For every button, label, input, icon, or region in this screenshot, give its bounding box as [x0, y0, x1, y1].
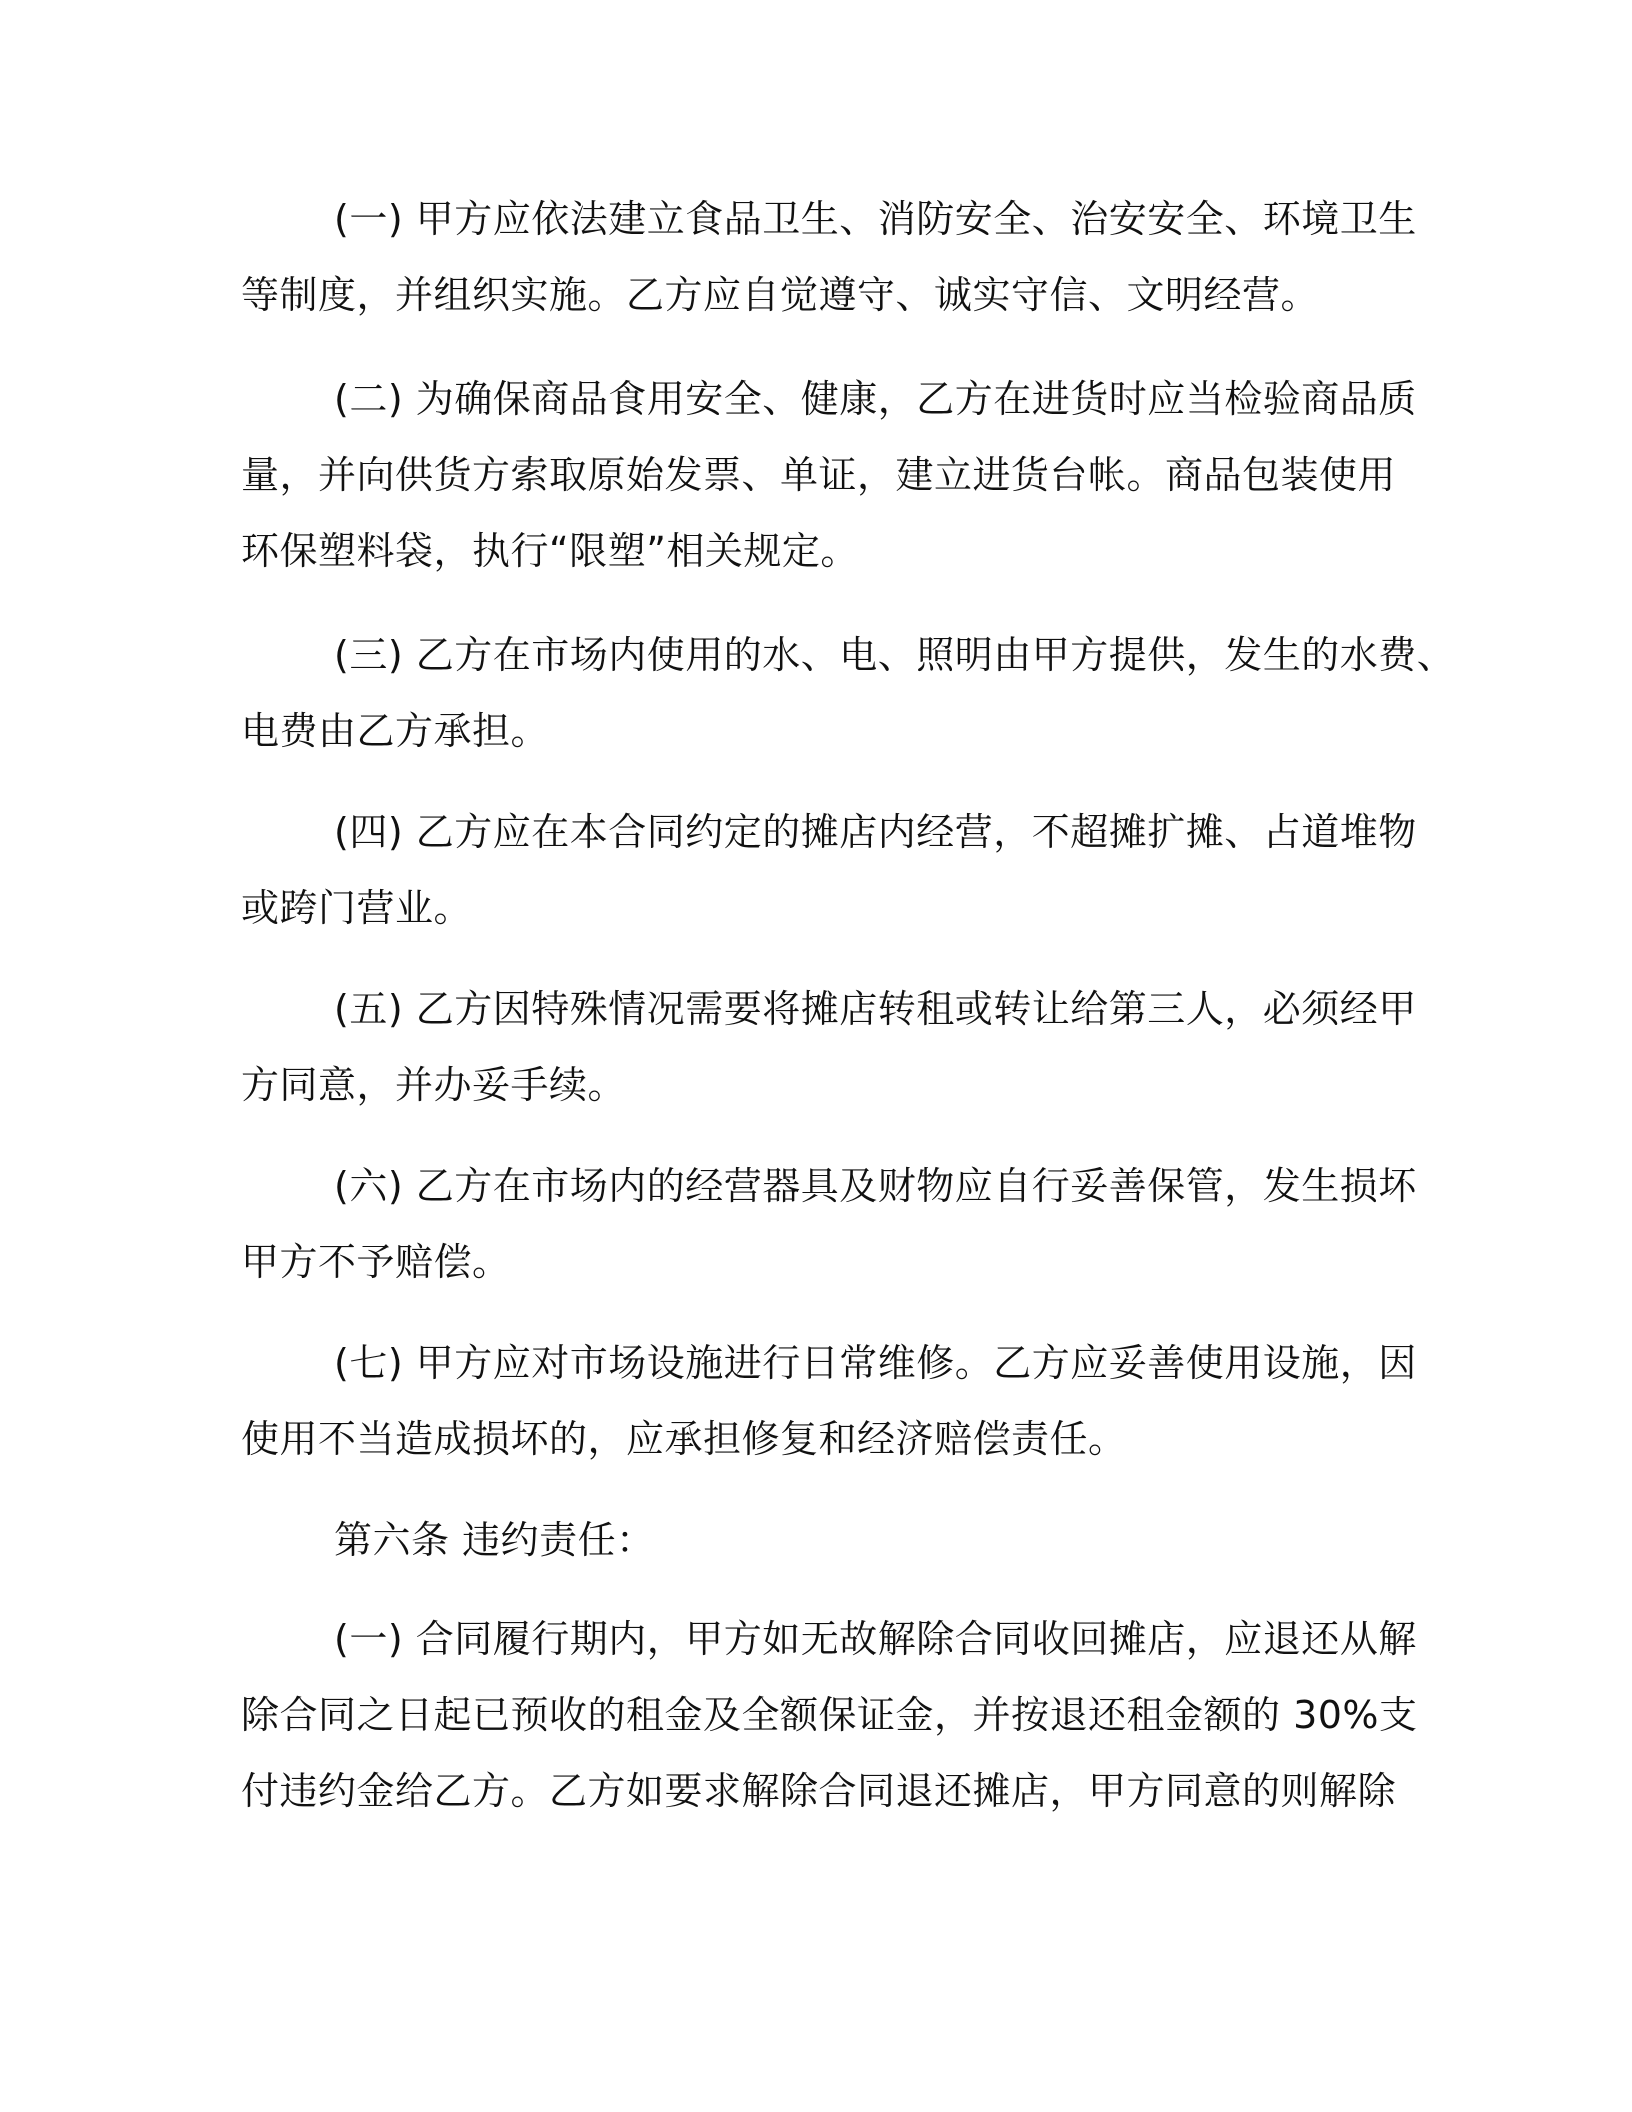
clause-5-2-line-2: 量，并向供货方索取原始发票、单证，建立进货台帐。商品包装使用 [241, 453, 1397, 497]
clause-5-3-line-2: 电费由乙方承担。 [241, 709, 550, 753]
clause-6-1-line-2: 除合同之日起已预收的租金及全额保证金，并按退还租金额的 30%支 [241, 1693, 1418, 1737]
clause-5-5-line-1: (五) 乙方因特殊情况需要将摊店转租或转让给第三人，必须经甲 [334, 987, 1417, 1031]
clause-5-1-line-1: (一) 甲方应依法建立食品卫生、消防安全、治安安全、环境卫生 [334, 197, 1417, 241]
clause-5-6-line-2: 甲方不予赔偿。 [241, 1240, 511, 1284]
clause-5-4-line-1: (四) 乙方应在本合同约定的摊店内经营，不超摊扩摊、占道堆物 [334, 810, 1417, 854]
clause-5-7-line-2: 使用不当造成损坏的，应承担修复和经济赔偿责任。 [241, 1417, 1127, 1461]
clause-5-7-line-1: (七) 甲方应对市场设施进行日常维修。乙方应妥善使用设施，因 [334, 1341, 1417, 1385]
clause-5-2-line-3: 环保塑料袋，执行“限塑”相关规定。 [241, 529, 859, 573]
article-6-heading: 第六条 违约责任： [334, 1518, 655, 1562]
clause-5-2-line-1: (二) 为确保商品食用安全、健康，乙方在进货时应当检验商品质 [334, 377, 1417, 421]
clause-5-1-line-2: 等制度，并组织实施。乙方应自觉遵守、诚实守信、文明经营。 [241, 273, 1320, 317]
clause-6-1-line-3: 付违约金给乙方。乙方如要求解除合同退还摊店，甲方同意的则解除 [241, 1769, 1397, 1813]
clause-5-6-line-1: (六) 乙方在市场内的经营器具及财物应自行妥善保管，发生损坏 [334, 1164, 1417, 1208]
clause-6-1-line-1: (一) 合同履行期内，甲方如无故解除合同收回摊店，应退还从解 [334, 1617, 1417, 1661]
clause-5-4-line-2: 或跨门营业。 [241, 886, 473, 930]
clause-5-5-line-2: 方同意，并办妥手续。 [241, 1063, 627, 1107]
clause-5-3-line-1: (三) 乙方在市场内使用的水、电、照明由甲方提供，发生的水费、 [334, 633, 1456, 677]
